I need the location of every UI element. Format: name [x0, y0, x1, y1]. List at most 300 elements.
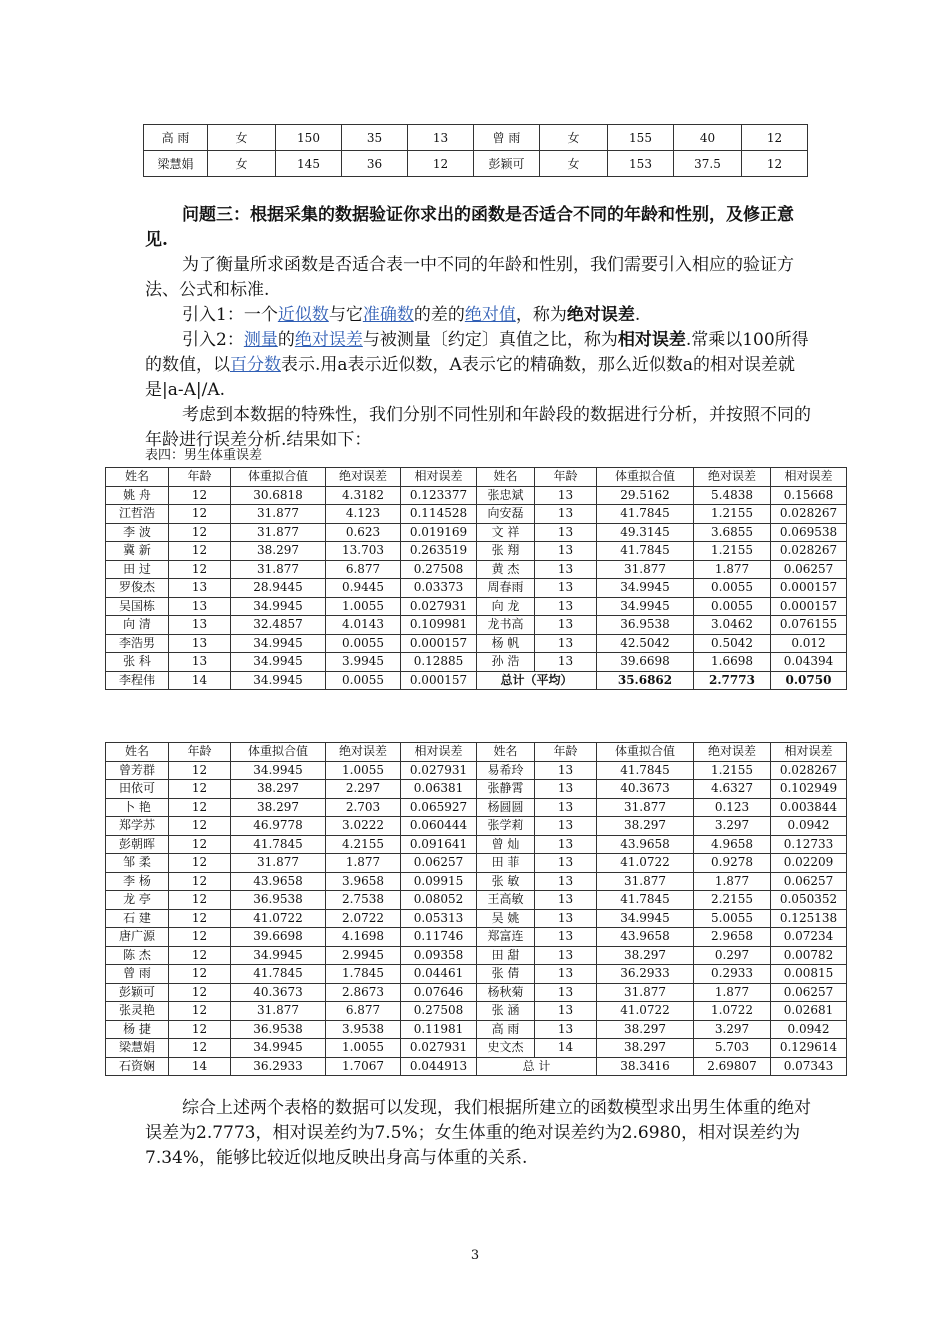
table-cell: 13 — [169, 616, 231, 635]
table-cell: 1.877 — [694, 983, 771, 1002]
table-cell: 13 — [535, 761, 597, 780]
table-cell: 12 — [169, 761, 231, 780]
table-cell: 田 甜 — [477, 946, 535, 965]
table-cell: 0.623 — [326, 523, 401, 542]
table-cell: 13 — [535, 597, 597, 616]
table-cell: 田 过 — [106, 560, 169, 579]
table-cell: 4.2155 — [326, 835, 401, 854]
table-cell: 3.9538 — [326, 1020, 401, 1039]
table-cell: 13 — [535, 1002, 597, 1021]
column-header: 年龄 — [535, 743, 597, 762]
table-cell: 31.877 — [231, 854, 326, 873]
table-cell: 0.0942 — [771, 817, 847, 836]
table-cell: 郑富连 — [477, 928, 535, 947]
table-cell: 罗俊杰 — [106, 579, 169, 598]
table-row — [106, 983, 847, 1002]
table-cell: 13.703 — [326, 542, 401, 561]
table-cell: 38.297 — [231, 798, 326, 817]
table-cell: 2.297 — [326, 780, 401, 799]
table-row — [106, 891, 847, 910]
table-cell: 1.0055 — [326, 1039, 401, 1058]
table-cell: 13 — [169, 597, 231, 616]
table-cell: 向 龙 — [477, 597, 535, 616]
table-cell: 4.0143 — [326, 616, 401, 635]
table-cell: 14 — [169, 1057, 231, 1076]
table-cell: 彭朝晖 — [106, 835, 169, 854]
table-cell: 2.2155 — [694, 891, 771, 910]
table-row — [106, 597, 847, 616]
table-row — [144, 151, 808, 177]
table-cell: 36.2933 — [597, 965, 694, 984]
table-cell: 女 — [208, 125, 276, 151]
table-cell: 12 — [169, 542, 231, 561]
table-cell: 12 — [169, 928, 231, 947]
table-cell: 13 — [535, 505, 597, 524]
column-header: 体重拟合值 — [231, 468, 326, 487]
total-row — [106, 1057, 847, 1076]
table-cell: 0.0055 — [694, 597, 771, 616]
table-cell: 0.11746 — [401, 928, 477, 947]
column-header: 年龄 — [535, 468, 597, 487]
table-cell: 13 — [535, 542, 597, 561]
table-cell: 0.07646 — [401, 983, 477, 1002]
column-header: 姓名 — [477, 468, 535, 487]
total-value: 38.3416 — [597, 1057, 694, 1076]
table-cell: 32.4857 — [231, 616, 326, 635]
column-header: 姓名 — [106, 743, 169, 762]
table-cell: 0.06381 — [401, 780, 477, 799]
table-cell: 0.000157 — [771, 579, 847, 598]
table-cell: 5.4838 — [694, 486, 771, 505]
table-cell: 曾 雨 — [106, 965, 169, 984]
table-cell: 41.7845 — [597, 761, 694, 780]
table-cell: 0.09915 — [401, 872, 477, 891]
table-cell: 张静霄 — [477, 780, 535, 799]
table-cell: 3.0462 — [694, 616, 771, 635]
table-cell: 0.11981 — [401, 1020, 477, 1039]
table-row — [106, 560, 847, 579]
table-cell: 李 杨 — [106, 872, 169, 891]
table-cell: 13 — [535, 983, 597, 1002]
table-cell: 江哲浩 — [106, 505, 169, 524]
table-cell: 黄 杰 — [477, 560, 535, 579]
table-cell: 12 — [169, 798, 231, 817]
table-cell: 3.6855 — [694, 523, 771, 542]
table-cell: 0.027931 — [401, 1039, 477, 1058]
table-cell: 43.9658 — [231, 872, 326, 891]
table-cell: 田依可 — [106, 780, 169, 799]
header-row — [106, 468, 847, 487]
table-cell: 13 — [169, 653, 231, 672]
term-relative-error: 相对误差 — [617, 330, 686, 350]
table-cell: 高 雨 — [144, 125, 208, 151]
table-cell: 0.003844 — [771, 798, 847, 817]
table-cell: 冀 新 — [106, 542, 169, 561]
table-cell: 1.2155 — [694, 542, 771, 561]
table-cell: 14 — [535, 1039, 597, 1058]
table-cell: 3.297 — [694, 1020, 771, 1039]
table-cell: 1.7845 — [326, 965, 401, 984]
table-cell: 36.9538 — [597, 616, 694, 635]
table-cell: 0.03373 — [401, 579, 477, 598]
table-cell: 13 — [535, 1020, 597, 1039]
table-cell: 0.5042 — [694, 634, 771, 653]
table-row — [106, 761, 847, 780]
table-cell: 杨 帆 — [477, 634, 535, 653]
table-cell: 41.7845 — [231, 835, 326, 854]
table-cell: 4.1698 — [326, 928, 401, 947]
female-weight-error-table — [105, 742, 847, 1076]
table-cell: 曾 雨 — [474, 125, 540, 151]
table-cell: 0.076155 — [771, 616, 847, 635]
table-cell: 吴国栋 — [106, 597, 169, 616]
table-cell: 13 — [169, 579, 231, 598]
table-cell: 36.9538 — [231, 891, 326, 910]
total-label: 总 计 — [477, 1057, 597, 1076]
column-header: 绝对误差 — [694, 468, 771, 487]
table-cell: 张学莉 — [477, 817, 535, 836]
table-cell: 34.9945 — [231, 761, 326, 780]
table-cell: 张 科 — [106, 653, 169, 672]
total-value: 2.7773 — [694, 671, 771, 690]
table-cell: 13 — [535, 817, 597, 836]
table-cell: 李 波 — [106, 523, 169, 542]
table-cell: 0.012 — [771, 634, 847, 653]
table-cell: 13 — [535, 946, 597, 965]
total-value: 0.0750 — [771, 671, 847, 690]
table-cell: 13 — [535, 560, 597, 579]
table-cell: 4.9658 — [694, 835, 771, 854]
column-header: 姓名 — [106, 468, 169, 487]
table-cell: 0.114528 — [401, 505, 477, 524]
table-cell: 4.123 — [326, 505, 401, 524]
table-row — [106, 780, 847, 799]
table-cell: 12 — [169, 891, 231, 910]
table-cell: 郑学苏 — [106, 817, 169, 836]
table-cell: 王高敏 — [477, 891, 535, 910]
table-cell: 1.2155 — [694, 761, 771, 780]
total-value: 2.69807 — [694, 1057, 771, 1076]
table-cell: 0.04394 — [771, 653, 847, 672]
table-row — [106, 542, 847, 561]
table-row — [106, 634, 847, 653]
table-cell: 13 — [535, 579, 597, 598]
column-header: 体重拟合值 — [597, 743, 694, 762]
table-cell: 12 — [169, 780, 231, 799]
table-row — [106, 579, 847, 598]
table-cell: 3.0222 — [326, 817, 401, 836]
link-approx-number[interactable]: 近似数 — [277, 305, 329, 325]
table-cell: 向安磊 — [477, 505, 535, 524]
link-percentage[interactable]: 百分数 — [230, 355, 281, 375]
table-cell: 0.12733 — [771, 835, 847, 854]
table-cell: 38.297 — [597, 1039, 694, 1058]
table-cell: 41.7845 — [597, 891, 694, 910]
table-cell: 36.9538 — [231, 1020, 326, 1039]
table-cell: 12 — [169, 946, 231, 965]
table-cell: 0.019169 — [401, 523, 477, 542]
table-cell: 12 — [169, 909, 231, 928]
table-cell: 38.297 — [597, 946, 694, 965]
table-cell: 13 — [535, 928, 597, 947]
table-cell: 1.6698 — [694, 653, 771, 672]
table-cell: 卜 艳 — [106, 798, 169, 817]
table-cell: 0.102949 — [771, 780, 847, 799]
table-cell: 姚 舟 — [106, 486, 169, 505]
table-cell: 31.877 — [231, 560, 326, 579]
table-cell: 向 清 — [106, 616, 169, 635]
table-row — [106, 965, 847, 984]
table-row — [106, 798, 847, 817]
table-cell: 3.9658 — [326, 872, 401, 891]
table-cell: 34.9945 — [231, 634, 326, 653]
table-cell: 38.297 — [231, 542, 326, 561]
table-row — [106, 854, 847, 873]
table-cell: 0.263519 — [401, 542, 477, 561]
table-cell: 女 — [540, 125, 608, 151]
header-row — [106, 743, 847, 762]
table-cell: 张 涵 — [477, 1002, 535, 1021]
column-header: 体重拟合值 — [231, 743, 326, 762]
table-cell: 0.050352 — [771, 891, 847, 910]
table-cell: 41.7845 — [597, 542, 694, 561]
column-header: 姓名 — [477, 743, 535, 762]
table-cell: 34.9945 — [231, 1039, 326, 1058]
table-cell: 曾 灿 — [477, 835, 535, 854]
table-cell: 41.0722 — [231, 909, 326, 928]
table-cell: 高 雨 — [477, 1020, 535, 1039]
intro-2: 引入2：测量的绝对误差与被测量〔约定〕真值之比，称为相对误差.常乘以100所得的数值，以百分数表示.用a表示近似数，A表示它的精确数，那么近似数a的相对误差就是|a-A|/A. — [145, 330, 809, 400]
total-value: 35.6862 — [597, 671, 694, 690]
table-cell: 0.06257 — [771, 872, 847, 891]
term-absolute-error: 绝对误差 — [566, 305, 635, 325]
table-cell: 34.9945 — [231, 597, 326, 616]
table-cell: 0.07234 — [771, 928, 847, 947]
table-cell: 2.9945 — [326, 946, 401, 965]
table-cell: 37.5 — [674, 151, 742, 177]
link-absolute-error[interactable]: 绝对误差 — [294, 330, 363, 350]
column-header: 相对误差 — [401, 743, 477, 762]
column-header: 绝对误差 — [694, 743, 771, 762]
table-cell: 0.028267 — [771, 761, 847, 780]
table-cell: 13 — [535, 634, 597, 653]
table-cell: 0.08052 — [401, 891, 477, 910]
table-cell: 12 — [169, 835, 231, 854]
table-cell: 梁慧娟 — [106, 1039, 169, 1058]
table-cell: 31.877 — [597, 560, 694, 579]
table-cell: 46.9778 — [231, 817, 326, 836]
table-cell: 陈 杰 — [106, 946, 169, 965]
table-row — [106, 872, 847, 891]
table-cell: 34.9945 — [231, 671, 326, 690]
table-cell: 12 — [169, 523, 231, 542]
table-cell: 12 — [169, 965, 231, 984]
table-row — [106, 835, 847, 854]
table-cell: 0.04461 — [401, 965, 477, 984]
table-cell: 13 — [408, 125, 474, 151]
question3-title: 问题三：根据采集的数据验证你求出的函数是否适合不同的年龄和性别，及修正意见. — [145, 205, 794, 250]
table-cell: 0.09358 — [401, 946, 477, 965]
table-cell: 39.6698 — [231, 928, 326, 947]
table-cell: 41.7845 — [597, 505, 694, 524]
table-cell: 0.125138 — [771, 909, 847, 928]
question3-paragraph-2: 考虑到本数据的特殊性，我们分别不同性别和年龄段的数据进行分析，并按照不同的年龄进行误差分析.结果如下： — [145, 405, 811, 450]
table-cell: 彭颖可 — [106, 983, 169, 1002]
table-cell: 4.6327 — [694, 780, 771, 799]
table-cell: 38.297 — [597, 1020, 694, 1039]
table-cell: 150 — [276, 125, 342, 151]
table-cell: 0.000157 — [401, 671, 477, 690]
table-cell: 0.9445 — [326, 579, 401, 598]
table-cell: 张忠斌 — [477, 486, 535, 505]
table-cell: 2.0722 — [326, 909, 401, 928]
table-cell: 1.877 — [326, 854, 401, 873]
table-cell: 梁慧娟 — [144, 151, 208, 177]
table-cell: 曾芳群 — [106, 761, 169, 780]
table-cell: 31.877 — [231, 1002, 326, 1021]
table-cell: 唐广源 — [106, 928, 169, 947]
table-cell: 杨秋菊 — [477, 983, 535, 1002]
table-cell: 12 — [169, 486, 231, 505]
table-cell: 41.0722 — [597, 854, 694, 873]
table-cell: 13 — [535, 909, 597, 928]
table-cell: 13 — [535, 486, 597, 505]
table-cell: 张 敏 — [477, 872, 535, 891]
table-cell: 14 — [169, 671, 231, 690]
link-absolute-value[interactable]: 绝对值 — [464, 305, 516, 325]
table-cell: 5.703 — [694, 1039, 771, 1058]
table-cell: 2.703 — [326, 798, 401, 817]
table-cell: 5.0055 — [694, 909, 771, 928]
table-cell: 31.877 — [231, 505, 326, 524]
table-cell: 43.9658 — [597, 835, 694, 854]
column-header: 相对误差 — [771, 743, 847, 762]
table-cell: 2.8673 — [326, 983, 401, 1002]
column-header: 绝对误差 — [326, 743, 401, 762]
table-cell: 0.000157 — [401, 634, 477, 653]
table-cell: 34.9945 — [597, 909, 694, 928]
table-cell: 3.297 — [694, 817, 771, 836]
table-cell: 0.065927 — [401, 798, 477, 817]
table-cell: 34.9945 — [231, 653, 326, 672]
table-row — [106, 1002, 847, 1021]
table-cell: 35 — [342, 125, 408, 151]
table-cell: 张 翔 — [477, 542, 535, 561]
table-cell: 12 — [169, 1039, 231, 1058]
table-row — [106, 1020, 847, 1039]
table-cell: 13 — [535, 798, 597, 817]
table-cell: 40.3673 — [231, 983, 326, 1002]
table-row — [106, 817, 847, 836]
table-cell: 0.00815 — [771, 965, 847, 984]
table-cell: 12 — [408, 151, 474, 177]
table-cell: 杨 捷 — [106, 1020, 169, 1039]
table-cell: 孙 浩 — [477, 653, 535, 672]
table-cell: 1.0055 — [326, 597, 401, 616]
table-cell: 0.000157 — [771, 597, 847, 616]
link-exact-number[interactable]: 准确数 — [362, 305, 414, 325]
table-row — [106, 616, 847, 635]
table-cell: 1.877 — [694, 560, 771, 579]
question3-paragraph-1: 为了衡量所求函数是否适合表一中不同的年龄和性别，我们需要引入相应的验证方法、公式和标准. — [145, 255, 794, 300]
table-cell: 40 — [674, 125, 742, 151]
table-cell: 41.7845 — [231, 965, 326, 984]
table-cell: 0.044913 — [401, 1057, 477, 1076]
table-cell: 1.877 — [694, 872, 771, 891]
table-cell: 女 — [208, 151, 276, 177]
table-cell: 13 — [535, 523, 597, 542]
table-cell: 易希玲 — [477, 761, 535, 780]
table-cell: 43.9658 — [597, 928, 694, 947]
table-cell: 34.9945 — [597, 579, 694, 598]
table-cell: 12 — [169, 1020, 231, 1039]
table-cell: 0.15668 — [771, 486, 847, 505]
table-cell: 0.06257 — [771, 983, 847, 1002]
table-cell: 0.27508 — [401, 1002, 477, 1021]
table-cell: 2.7538 — [326, 891, 401, 910]
table-cell: 石资娴 — [106, 1057, 169, 1076]
table-cell: 张 倩 — [477, 965, 535, 984]
table-cell: 3.9945 — [326, 653, 401, 672]
table-cell: 1.0055 — [326, 761, 401, 780]
column-header: 相对误差 — [401, 468, 477, 487]
table-cell: 0.123377 — [401, 486, 477, 505]
table-cell: 145 — [276, 151, 342, 177]
table-cell: 31.877 — [597, 798, 694, 817]
table-cell: 0.05313 — [401, 909, 477, 928]
table-cell: 史文杰 — [477, 1039, 535, 1058]
table-cell: 31.877 — [231, 523, 326, 542]
table-cell: 153 — [608, 151, 674, 177]
table-row — [144, 125, 808, 151]
table-cell: 0.9278 — [694, 854, 771, 873]
table-row — [106, 928, 847, 947]
table-cell: 1.0722 — [694, 1002, 771, 1021]
table-cell: 0.069538 — [771, 523, 847, 542]
table-cell: 李浩男 — [106, 634, 169, 653]
column-header: 年龄 — [169, 468, 231, 487]
table-row — [106, 486, 847, 505]
table-cell: 31.877 — [597, 983, 694, 1002]
link-measurement[interactable]: 测量 — [243, 330, 278, 350]
table-cell: 0.12885 — [401, 653, 477, 672]
male-weight-error-table — [105, 467, 847, 690]
table-cell: 12 — [169, 983, 231, 1002]
top-data-table — [143, 124, 808, 177]
table-cell: 34.9945 — [231, 946, 326, 965]
table-cell: 龙 亭 — [106, 891, 169, 910]
page-number: 3 — [470, 1248, 480, 1263]
table-cell: 12 — [169, 1002, 231, 1021]
table-cell: 0.02681 — [771, 1002, 847, 1021]
table-row — [106, 523, 847, 542]
table-cell: 12 — [169, 505, 231, 524]
table-cell: 42.5042 — [597, 634, 694, 653]
table-cell: 38.297 — [231, 780, 326, 799]
intro-1: 引入1：一个近似数与它准确数的差的绝对值，称为绝对误差. — [182, 305, 641, 325]
table-cell: 28.9445 — [231, 579, 326, 598]
table-cell: 吴 姚 — [477, 909, 535, 928]
table-cell: 0.123 — [694, 798, 771, 817]
table-cell: 12 — [169, 817, 231, 836]
table-cell: 4.3182 — [326, 486, 401, 505]
column-header: 年龄 — [169, 743, 231, 762]
table-cell: 36 — [342, 151, 408, 177]
table-cell: 李程伟 — [106, 671, 169, 690]
table-cell: 2.9658 — [694, 928, 771, 947]
table-cell: 6.877 — [326, 560, 401, 579]
table-cell: 彭颖可 — [474, 151, 540, 177]
